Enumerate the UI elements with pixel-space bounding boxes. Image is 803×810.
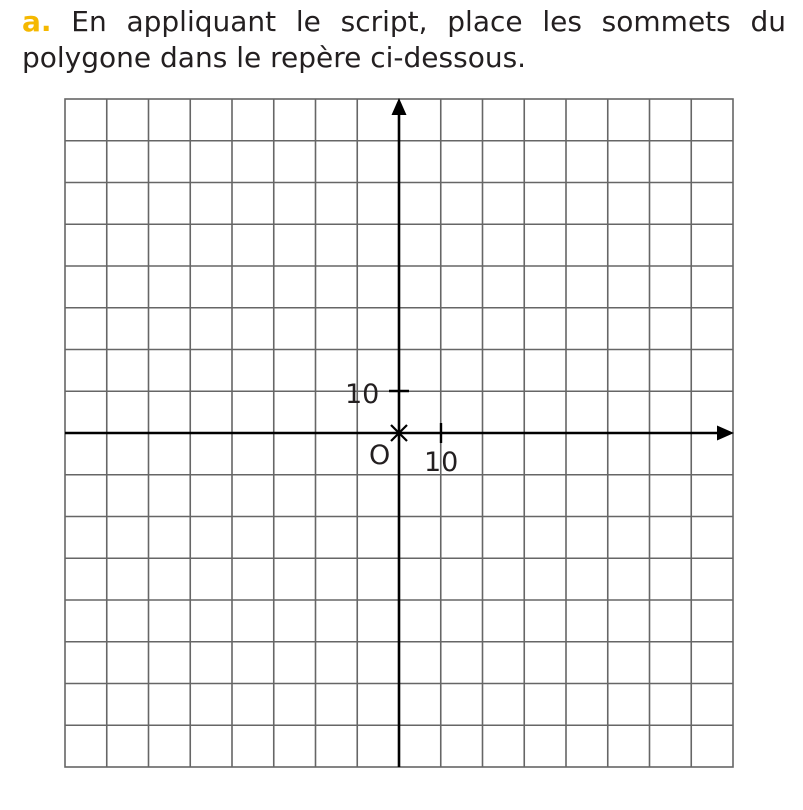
question-marker: a. (22, 5, 52, 38)
origin-label: O (369, 440, 391, 471)
y-axis-arrow-icon (392, 98, 407, 115)
x-unit-label: 10 (424, 447, 459, 478)
y-unit-label: 10 (345, 379, 380, 410)
instruction-text: En appliquant le script, place les sommets du polygone dans le repère ci-dessous. (22, 5, 786, 74)
x-axis-arrow-icon (717, 426, 734, 441)
